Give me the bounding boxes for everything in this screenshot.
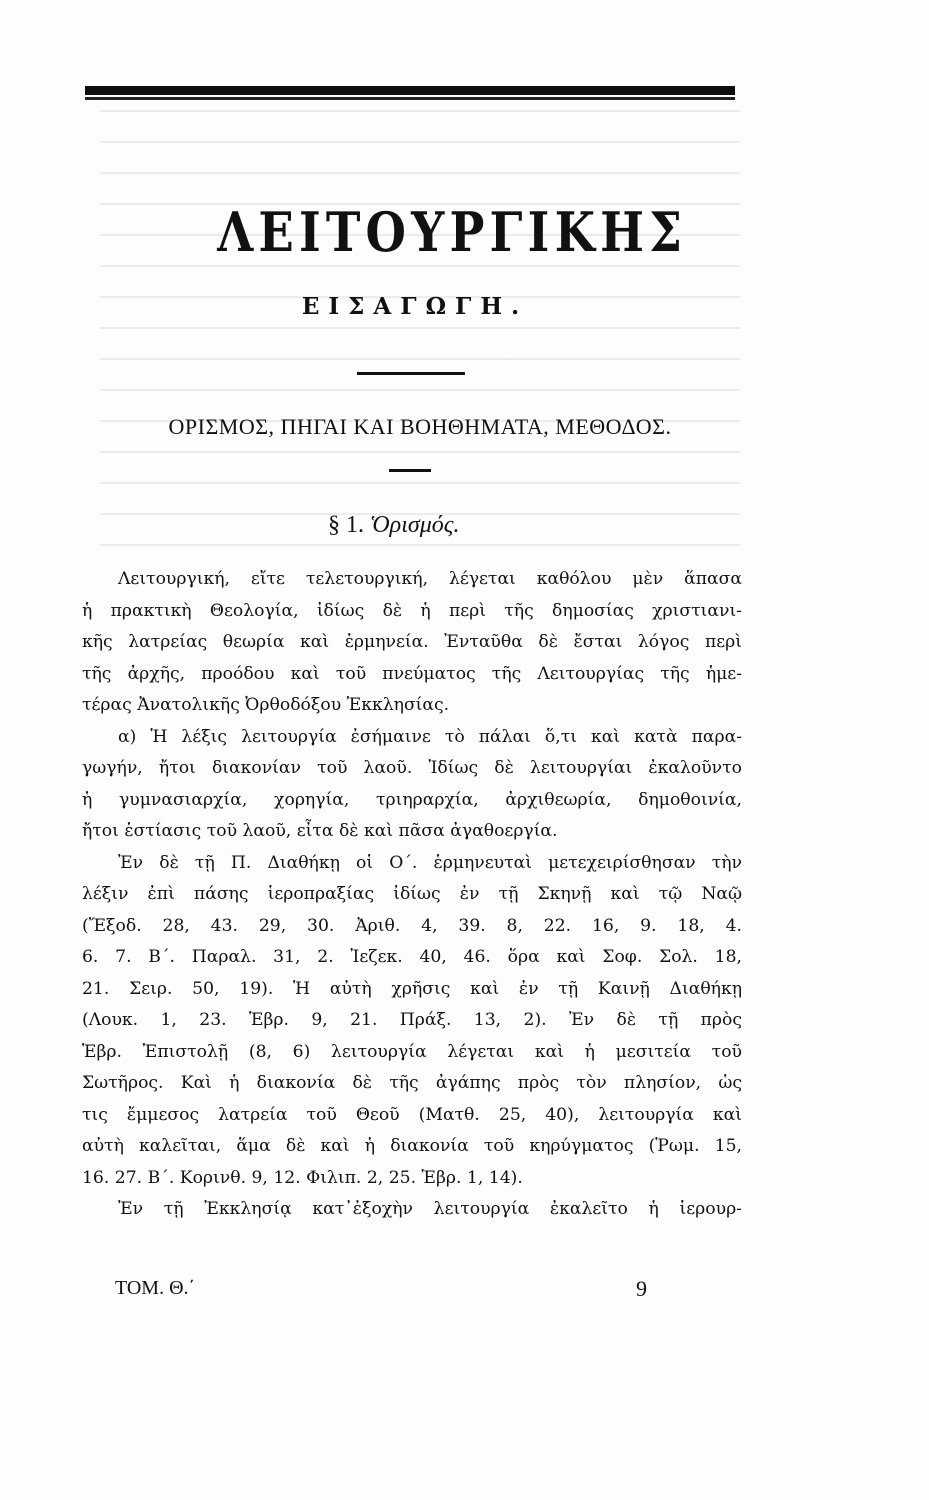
body-line: α) Ἡ λέξις λειτουργία ἐσήμαινε τὸ πάλαι ὅ,τι καὶ κατὰ παρα-: [118, 726, 742, 747]
body-line: 21. Σειρ. 50, 19). Ἡ αὐτὴ χρῆσις καὶ ἐν τῇ Καινῇ Διαθήκῃ: [82, 978, 742, 999]
body-line: 6. 7. Β΄. Παραλ. 31, 2. Ἰεζεκ. 40, 46. ὅρα καὶ Σοφ. Σολ. 18,: [82, 947, 742, 967]
volume-signature: ΤΟΜ. Θ.΄: [115, 1277, 196, 1299]
body-line: Σωτῆρος. Καὶ ἡ διακονία δὲ τῆς ἀγάπης πρὸς τὸν πλησίον, ὡς: [82, 1073, 742, 1093]
page-title: ΛΕΙΤΟΥΡΓΙΚΗΣ: [217, 200, 688, 264]
top-rule-thick: [85, 86, 735, 95]
title-divider: [357, 372, 465, 375]
section-heading: ΟΡΙΣΜΟΣ, ΠΗΓΑΙ ΚΑΙ ΒΟΗΘΗΜΑΤΑ, ΜΕΘΟΔΟΣ.: [168, 414, 672, 439]
section-divider: [389, 469, 431, 472]
body-line: ἡ γυμνασιαρχία, χορηγία, τριηραρχία, ἀρχιθεωρία, δημοθοινία,: [82, 789, 742, 810]
gathering-signature: 9: [636, 1276, 647, 1301]
body-line: γωγήν, ἤτοι διακονίαν τοῦ λαοῦ. Ἰδίως δὲ λειτουργίαι ἐκαλοῦντο: [82, 758, 742, 778]
section-symbol: § 1.: [328, 512, 364, 538]
body-line: ἡ πρακτικὴ Θεολογία, ἰδίως δὲ ἡ περὶ τῆς δημοσίας χριστιανι-: [82, 600, 742, 621]
body-line: αὐτὴ καλεῖται, ἅμα δὲ καὶ ἡ διακονία τοῦ κηρύγματος (Ῥωμ. 15,: [82, 1136, 742, 1156]
body-line: τις ἔμμεσος λατρεία τοῦ Θεοῦ (Ματθ. 25, 40), λειτουργία καὶ: [82, 1104, 742, 1125]
top-double-rule: [85, 86, 735, 106]
body-line: (Ἔξοδ. 28, 43. 29, 30. Ἀριθ. 4, 39. 8, 22. 16, 9. 18, 4.: [82, 915, 742, 936]
body-line: Ἐν τῇ Ἐκκλησίᾳ κατ᾽ἐξοχὴν λειτουργία ἐκαλεῖτο ἡ ἱερουρ-: [118, 1199, 742, 1219]
body-line: ἤτοι ἑστίασις τοῦ λαοῦ, εἶτα δὲ καὶ πᾶσα ἀγαθοεργία.: [82, 821, 558, 841]
body-line: Ἐν δὲ τῇ Π. Διαθήκῃ οἱ Ο΄. ἑρμηνευταὶ μετεχειρίσθησαν τὴν: [118, 852, 742, 873]
body-line: 16. 27. Β΄. Κορινθ. 9, 12. Φιλιπ. 2, 25. Ἑβρ. 1, 14).: [82, 1167, 523, 1188]
paragraph-heading: [328, 512, 459, 539]
body-line: τῆς ἀρχῆς, προόδου καὶ τοῦ πνεύματος τῆς Λειτουργίας τῆς ἡμε-: [82, 663, 742, 684]
body-line: λέξιν ἐπὶ πάσης ἱεροπραξίας ἰδίως ἐν τῇ Σκηνῇ καὶ τῷ Ναῷ: [82, 884, 742, 904]
body-text: [82, 564, 742, 1226]
top-rule-thin: [85, 97, 735, 100]
body-line: Λειτουργική, εἴτε τελετουργική, λέγεται καθόλου μὲν ἅπασα: [118, 569, 742, 589]
paragraph-heading-label: Ὁρισμός.: [370, 512, 460, 538]
body-line: (Λουκ. 1, 23. Ἑβρ. 9, 21. Πράξ. 13, 2). Ἐν δὲ τῇ πρὸς: [82, 1010, 742, 1030]
page-subtitle: ΕΙΣΑΓΩΓΗ.: [301, 293, 529, 320]
body-line: κῆς λατρείας θεωρία καὶ ἑρμηνεία. Ἐνταῦθα δὲ ἔσται λόγος περὶ: [82, 632, 742, 652]
body-line: τέρας Ἀνατολικῆς Ὀρθοδόξου Ἐκκλησίας.: [82, 695, 450, 715]
bleed-through-shadow: [100, 110, 740, 550]
body-line: Ἑβρ. Ἐπιστολῇ (8, 6) λειτουργία λέγεται καὶ ἡ μεσιτεία τοῦ: [82, 1041, 742, 1062]
